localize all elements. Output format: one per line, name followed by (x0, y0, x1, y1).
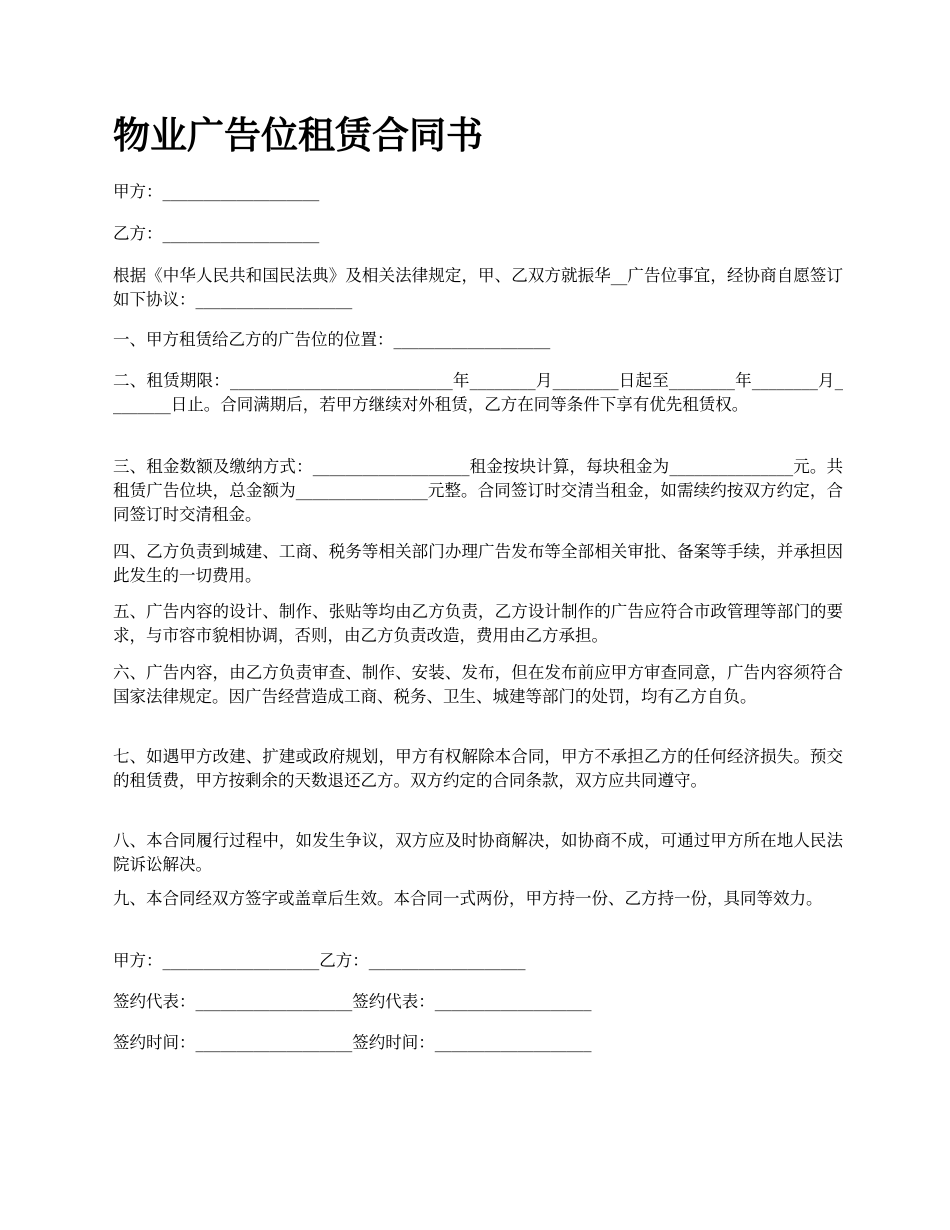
clause-dispute: 八、本合同履行过程中，如发生争议，双方应及时协商解决，如协商不成，可通过甲方所在地人民法院诉讼解决。 (113, 831, 843, 874)
signature-parties: 甲方：___________________乙方：___________________ (113, 951, 526, 970)
page-title: 物业广告位租赁合同书 (113, 113, 483, 157)
clause-approval: 四、乙方负责到城建、工商、税务等相关部门办理广告发布等全部相关审批、备案等手续，并承担因此发生的一切费用。 (113, 542, 843, 585)
clause-effect: 九、本合同经双方签字或盖章后生效。本合同一式两份，甲方持一份、乙方持一份，具同等效力。 (113, 889, 823, 908)
clause-termination: 七、如遇甲方改建、扩建或政府规划，甲方有权解除本合同，甲方不承担乙方的任何经济损失。预交的租赁费，甲方按剩余的天数退还乙方。双方约定的合同条款，双方应共同遵守。 (113, 747, 843, 790)
intro-paragraph: 根据《中华人民共和国民法典》及相关法律规定，甲、乙双方就振华__广告位事宜，经协商自愿签订如下协议：___________________ (113, 266, 843, 309)
clause-design: 五、广告内容的设计、制作、张贴等均由乙方负责，乙方设计制作的广告应符合市政管理等部门的要求，与市容市貌相协调，否则，由乙方负责改造，费用由乙方承担。 (113, 602, 843, 645)
signature-representatives: 签约代表：___________________签约代表：___________________ (113, 992, 592, 1011)
clause-rent: 三、租金数额及缴纳方式：___________________租金按块计算，每块租金为_______________元。共租赁广告位块，总金额为________________元整。合同签订时交清当租金，如需续约按双方约定，合同签订时交清租金。 (113, 457, 843, 524)
clause-term: 二、租赁期限：___________________________年________月________日起至________年________月________日止。合同满期后，若甲方继续对外租赁，乙方在同等条件下享有优先租赁权。 (113, 371, 844, 414)
signature-dates: 签约时间：___________________签约时间：___________________ (113, 1033, 592, 1052)
clause-content: 六、广告内容，由乙方负责审查、制作、安装、发布，但在发布前应甲方审查同意，广告内容须符合国家法律规定。因广告经营造成工商、税务、卫生、城建等部门的处罚，均有乙方自负。 (113, 663, 843, 706)
party-a-line: 甲方：___________________ (113, 182, 320, 201)
party-b-line: 乙方：___________________ (113, 224, 320, 243)
clause-location: 一、甲方租赁给乙方的广告位的位置：___________________ (113, 330, 551, 349)
